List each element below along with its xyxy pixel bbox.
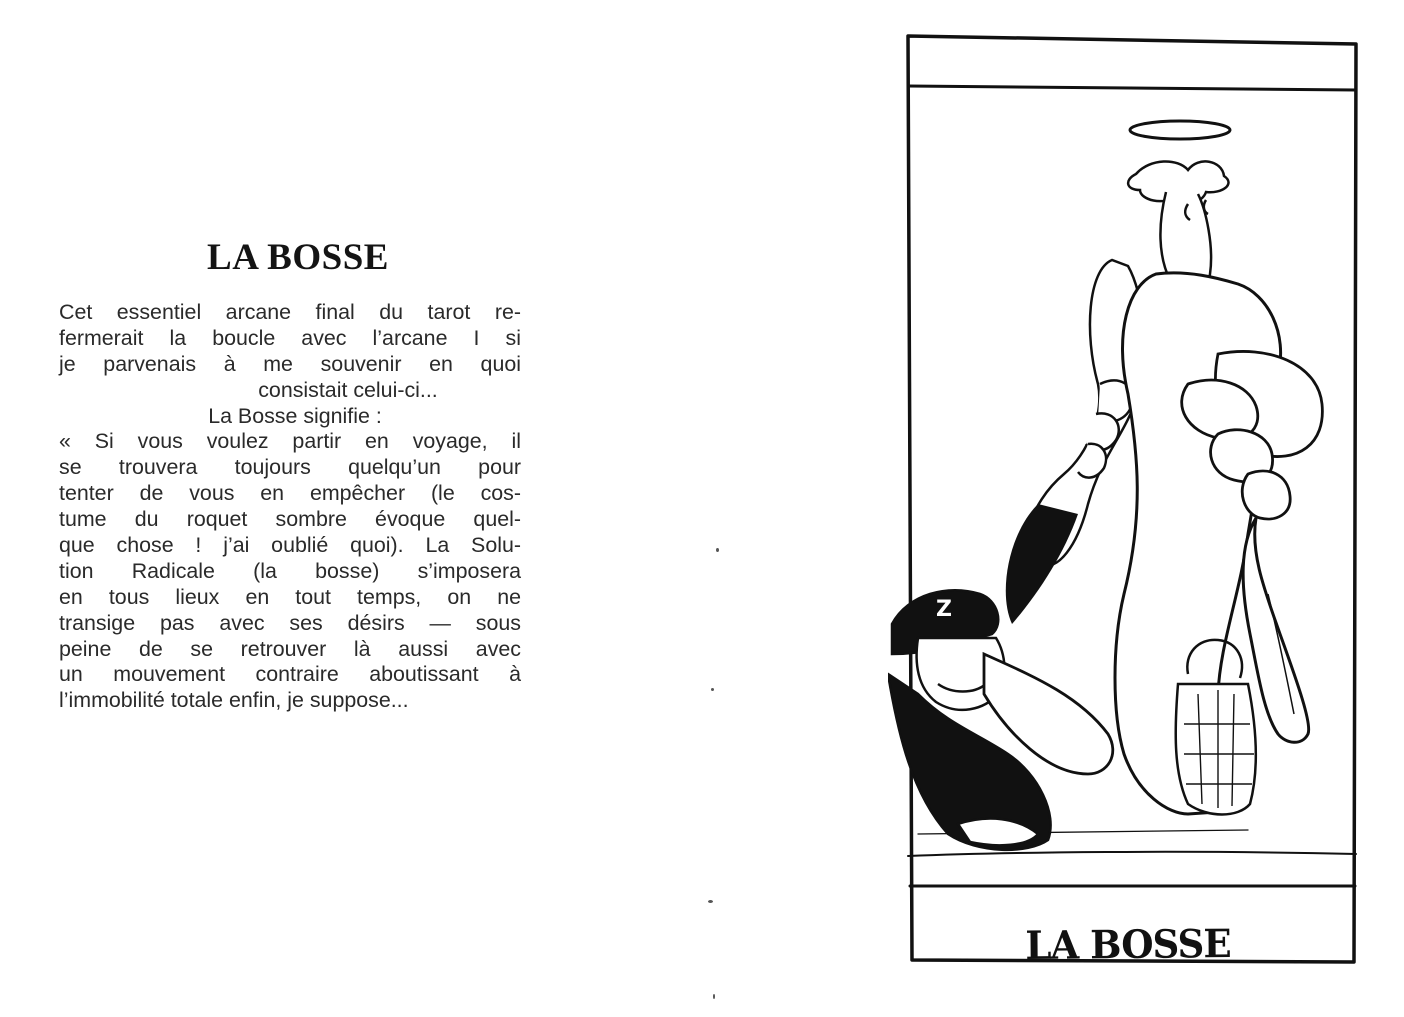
left-page	[0, 0, 700, 1017]
text-line: je parvenais à me souvenir en quoi	[59, 351, 521, 376]
text-line: peine de se retrouver là aussi avec	[59, 636, 521, 661]
text-line: en tous lieux en tout temps, on ne	[59, 584, 521, 609]
body-text	[59, 300, 521, 714]
text-line: La Bosse signifie :	[208, 403, 382, 428]
paper-speck	[708, 900, 713, 903]
page-title: LA BOSSE	[207, 237, 389, 278]
text-line: se trouvera toujours quelqu’un pour	[59, 455, 521, 480]
text-line: Cet essentiel arcane final du tarot re-	[59, 300, 521, 324]
text-line: fermerait la boucle avec l’arcane I si	[59, 325, 521, 350]
tarot-card	[888, 34, 1360, 969]
text-line: l’immobilité totale enfin, je suppose...	[59, 688, 409, 713]
cap-letter: Z	[936, 597, 952, 622]
text-line: « Si vous voulez partir en voyage, il	[59, 429, 521, 454]
paper-speck	[711, 688, 714, 691]
card-caption: LA BOSSE	[1025, 921, 1231, 969]
text-line: un mouvement contraire aboutissant à	[59, 662, 521, 687]
text-line: que chose ! j’ai oublié quoi). La Solu-	[59, 533, 521, 558]
paper-speck	[713, 994, 715, 999]
text-line: tume du roquet sombre évoque quel-	[59, 507, 521, 532]
paper-speck	[716, 548, 719, 552]
text-line: consistait celui-ci...	[258, 377, 438, 402]
card-illustration	[888, 34, 1360, 964]
text-line: tenter de vous en empêcher (le cos-	[59, 481, 521, 506]
text-line: transige pas avec ses désirs — sous	[59, 610, 521, 635]
text-line: tion Radicale (la bosse) s’imposera	[59, 558, 521, 583]
